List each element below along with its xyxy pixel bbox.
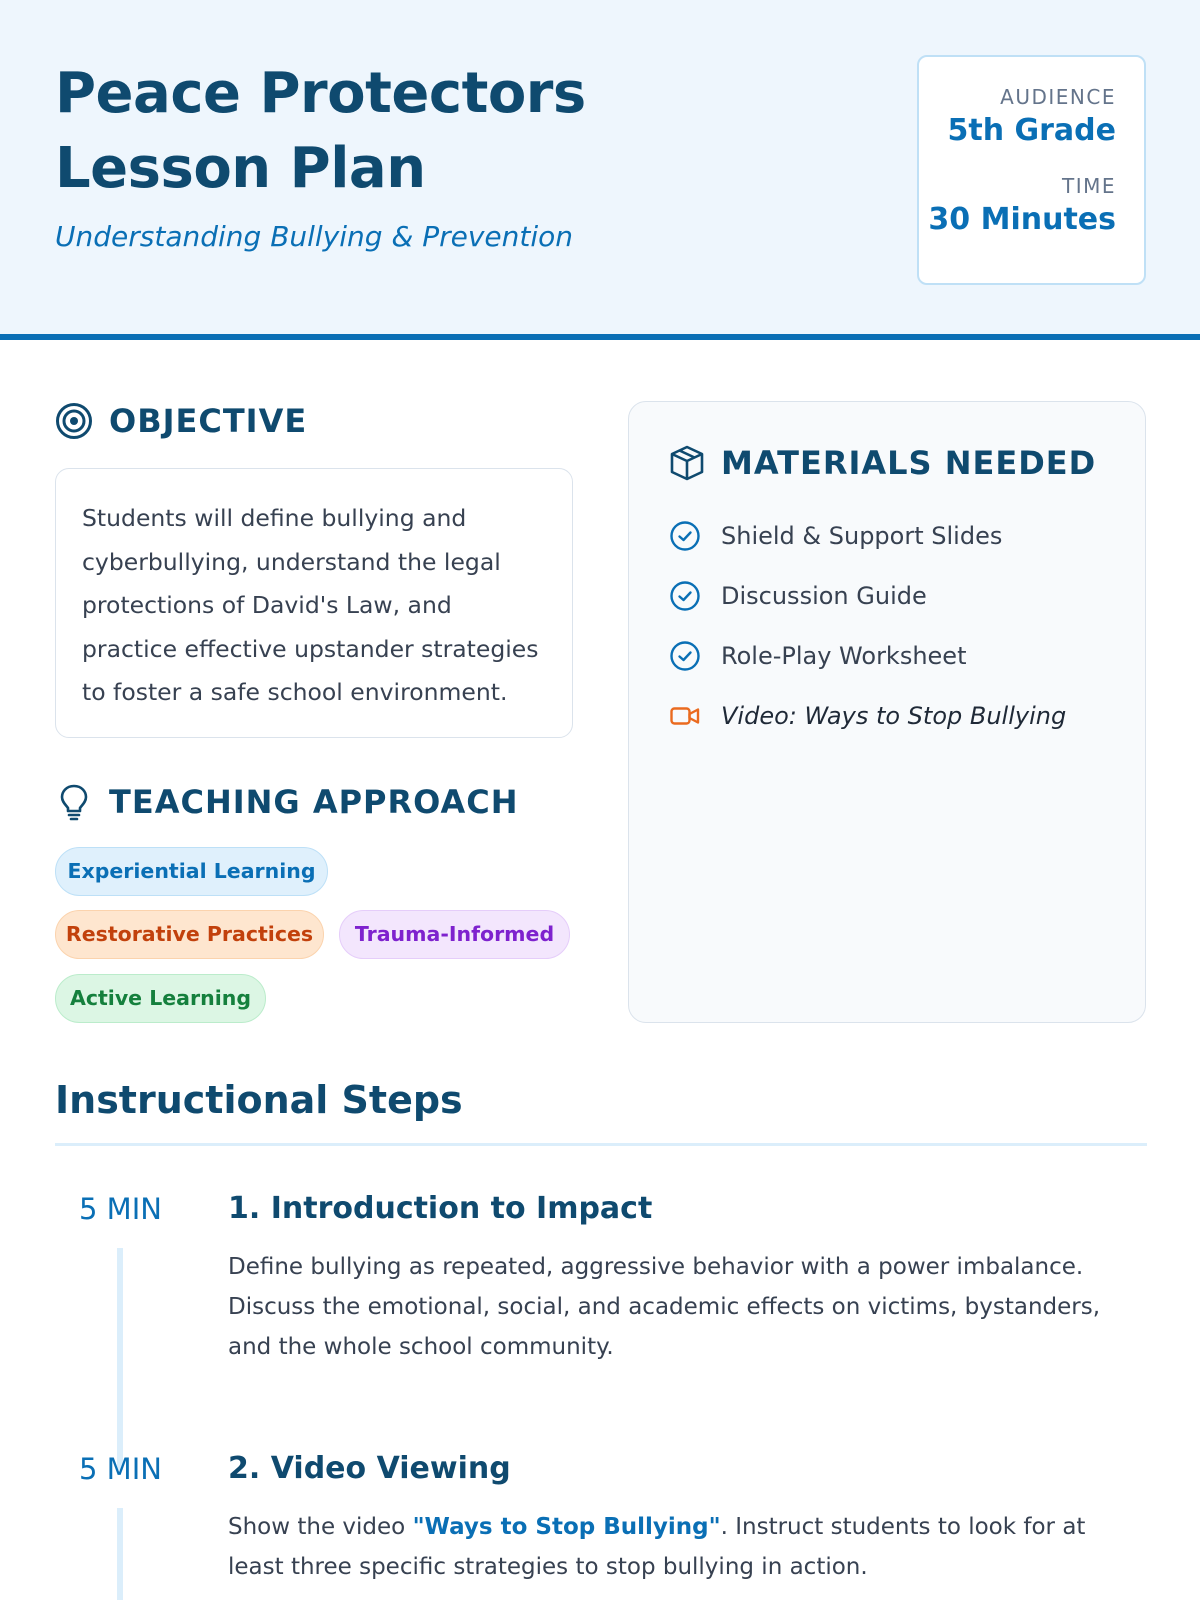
teaching-approach-heading-text: TEACHING APPROACH — [109, 783, 519, 821]
lightbulb-icon — [55, 782, 93, 822]
material-item-video — [669, 700, 1066, 732]
step-line: Discuss the emotional, social, and academic effects on victims, bystanders, — [228, 1294, 1101, 1320]
target-icon — [55, 402, 93, 440]
material-label: Shield & Support Slides — [721, 522, 1003, 550]
materials-heading-text: MATERIALS NEEDED — [721, 444, 1097, 482]
objective-box — [55, 468, 573, 738]
meta-card — [917, 55, 1146, 285]
page-subtitle: Understanding Bullying & Prevention — [55, 220, 574, 253]
step-description — [228, 1507, 1128, 1587]
timeline-line — [117, 1508, 123, 1600]
objective-heading-text: OBJECTIVE — [109, 402, 308, 440]
materials-heading — [669, 444, 1096, 482]
check-circle-icon — [669, 580, 701, 612]
video-title-link[interactable]: "Ways to Stop Bullying" — [412, 1514, 721, 1540]
objective-line: cyberbullying, understand the legal — [82, 547, 501, 576]
teaching-approach-heading — [55, 782, 519, 822]
tag-restorative-practices: Restorative Practices — [55, 910, 324, 959]
step-line: and the whole school community. — [228, 1334, 614, 1360]
check-circle-icon — [669, 520, 701, 552]
step-title: 2. Video Viewing — [228, 1451, 511, 1486]
box-icon — [669, 444, 705, 482]
title-line-2: Lesson Plan — [55, 136, 426, 201]
material-item — [669, 520, 1002, 552]
audience-label: AUDIENCE — [1000, 85, 1116, 109]
step-duration: 5 MIN — [79, 1192, 162, 1226]
step-line: Define bullying as repeated, aggressive behavior with a power imbalance. — [228, 1254, 1084, 1280]
objective-line: Students will define bullying and — [82, 504, 467, 532]
material-label: Role-Play Worksheet — [721, 642, 967, 670]
material-label: Video: Ways to Stop Bullying — [721, 702, 1067, 730]
title-line-1: Peace Protectors — [55, 61, 586, 126]
step-title: 1. Introduction to Impact — [228, 1191, 653, 1226]
material-item — [669, 580, 927, 612]
audience-value: 5th Grade — [947, 113, 1116, 148]
header-banner — [0, 0, 1200, 340]
time-label: TIME — [1061, 174, 1116, 198]
material-label: Discussion Guide — [721, 582, 927, 610]
step-duration: 5 MIN — [79, 1452, 162, 1486]
page-title — [55, 56, 586, 206]
step-line: least three specific strategies to stop bullying in action. — [228, 1554, 868, 1580]
tag-trauma-informed: Trauma-Informed — [339, 910, 570, 959]
step-line: Show the video "Ways to Stop Bullying". Instruct students to look for at — [228, 1514, 1086, 1540]
check-circle-icon — [669, 640, 701, 672]
material-item — [669, 640, 966, 672]
objective-line: practice effective upstander strategies — [82, 634, 539, 663]
timeline-line — [117, 1248, 123, 1470]
tag-active-learning: Active Learning — [55, 974, 266, 1023]
time-value: 30 Minutes — [928, 202, 1116, 237]
step-description — [228, 1247, 1128, 1367]
tag-experiential-learning: Experiential Learning — [55, 847, 328, 896]
objective-line: protections of David's Law, and — [82, 591, 452, 619]
video-camera-icon — [669, 700, 701, 732]
objective-heading — [55, 402, 307, 440]
divider — [55, 1143, 1147, 1146]
materials-card — [628, 401, 1146, 1023]
instructional-steps-heading: Instructional Steps — [55, 1078, 463, 1122]
objective-line: to foster a safe school environment. — [82, 678, 508, 706]
